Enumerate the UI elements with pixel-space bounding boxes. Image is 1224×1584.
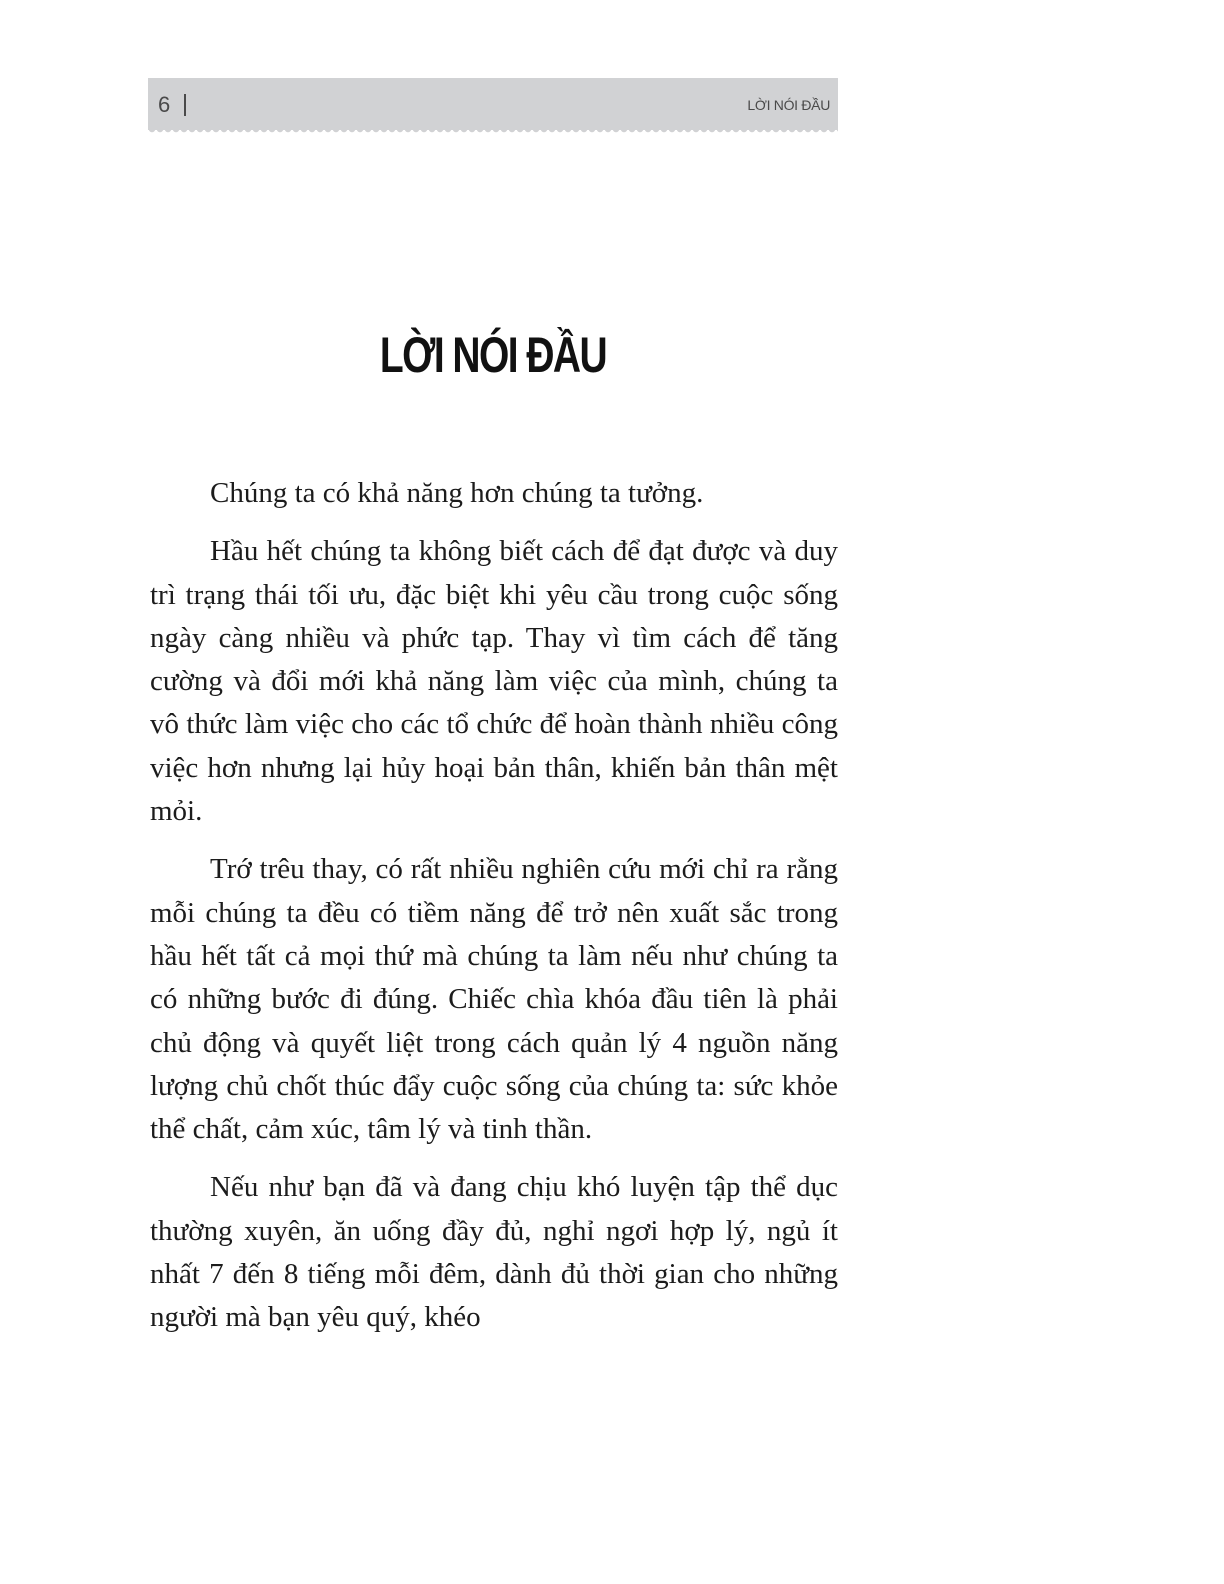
paragraph: Trớ trêu thay, có rất nhiều nghiên cứu mới chỉ ra rằng mỗi chúng ta đều có tiềm năng để trở nên xuất sắc trong hầu hết tất cả mọi thứ mà chúng ta làm nếu như chúng ta có những bước đi đúng. Chiếc chìa khóa đầu tiên là phải chủ động và quyết liệt trong cách quản lý 4 nguồn năng lượng chủ chốt thúc đẩy cuộc sống của chúng ta: sức khỏe thể chất, cảm xúc, tâm lý và tinh thần. (150, 853, 838, 1146)
running-header (148, 78, 838, 130)
body-text (150, 472, 838, 1355)
page-number: 6 (158, 92, 171, 117)
running-title: LỜI NÓI ĐẦU (747, 97, 830, 113)
paragraph: Hầu hết chúng ta không biết cách để đạt được và duy trì trạng thái tối ưu, đặc biệt khi yêu cầu trong cuộc sống ngày càng nhiều và phức tạp. Thay vì tìm cách để tăng cường và đổi mới khả năng làm việc của mình, chúng ta vô thức làm việc cho các tổ chức để hoàn thành nhiều công việc hơn nhưng lại hủy hoại bản thân, khiến bản thân mệt mỏi. (150, 535, 838, 828)
paragraph: Chúng ta có khả năng hơn chúng ta tưởng. (210, 477, 704, 509)
header-separator (184, 94, 186, 116)
chapter-title: LỜI NÓI ĐẦU (379, 326, 607, 383)
paragraph: Nếu như bạn đã và đang chịu khó luyện tập thể dục thường xuyên, ăn uống đầy đủ, nghỉ ngơi hợp lý, ngủ ít nhất 7 đến 8 tiếng mỗi đêm, dành đủ thời gian cho những người mà bạn yêu quý, khéo (150, 1171, 838, 1334)
